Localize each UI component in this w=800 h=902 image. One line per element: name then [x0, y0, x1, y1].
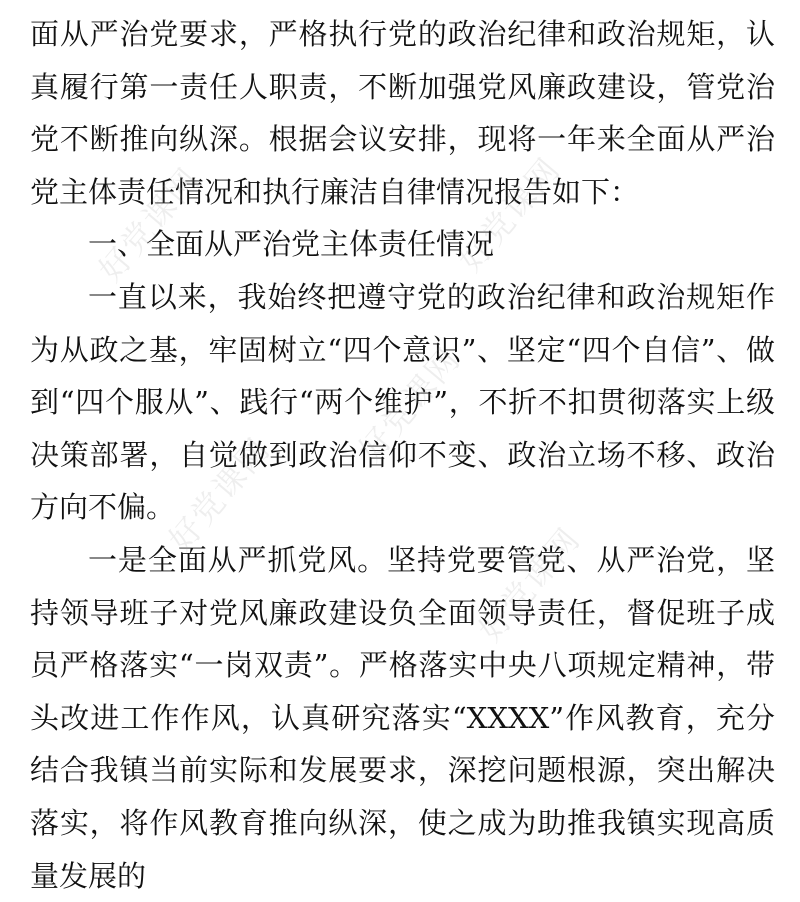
watermark: 好党课网	[351, 339, 468, 469]
watermark: 好党课网	[161, 429, 278, 559]
section-heading-1: 一、全面从严治党主体责任情况	[88, 227, 495, 262]
paragraph-political-discipline: 一直以来，我始终把遵守党的政治纪律和政治规矩作为从政之基，牢固树立“四个意识”、坚定“四个自信”、做到“四个服从”、践行“两个维护”，不折不扣贯彻落实上级决策部署，自觉做到政治信仰不变、政治立场不移、政治方向不偏。	[30, 279, 775, 525]
paragraph-intro: 面从严治党要求，严格执行党的政治纪律和政治规矩，认真履行第一责任人职责，不断加强党风廉政建设，管党治党不断推向纵深。根据会议安排，现将一年来全面从严治党主体责任情况和执行廉洁自律情况报告如下：	[30, 17, 775, 209]
paragraph-party-style: 一是全面从严抓党风。坚持党要管党、从严治党，坚持领导班子对党风廉政建设负全面领导责任，督促班子成员严格落实“一岗双责”。严格落实中央八项规定精神，带头改进工作作风，认真研究落实“XXXX”作风教育，充分结合我镇当前实际和发展要求，深挖问题根源，突出解决落实，将作风教育推向纵深，使之成为助推我镇实现高质量发展的	[30, 542, 775, 893]
watermark: 好党课网	[451, 149, 568, 279]
watermark: 好党课网	[91, 159, 208, 289]
document-body	[30, 8, 775, 902]
watermark: 好党课网	[471, 519, 588, 649]
